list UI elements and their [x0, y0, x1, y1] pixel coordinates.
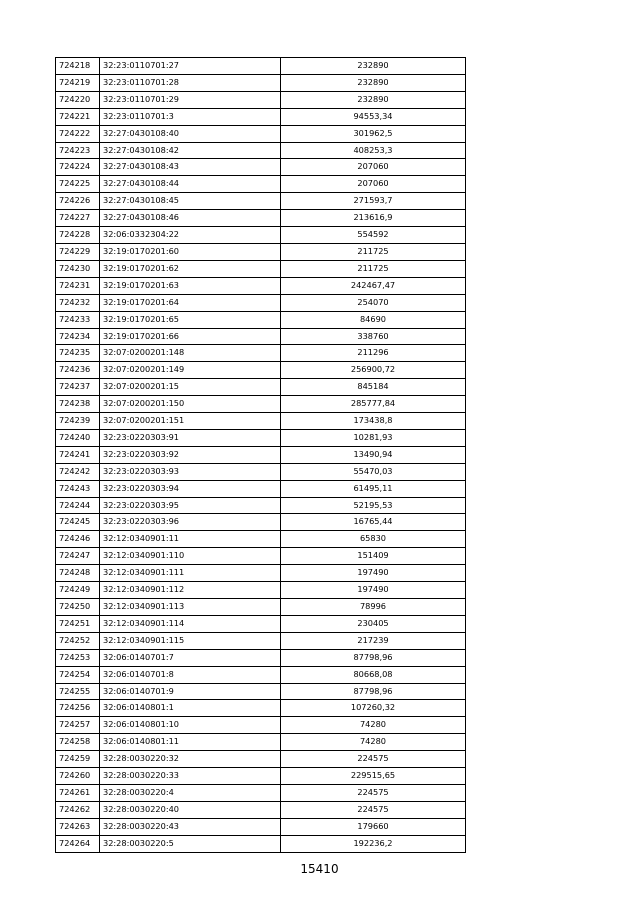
table-row — [56, 683, 466, 700]
row-id-cell: 724234 — [56, 328, 100, 345]
value-cell: 52195,53 — [281, 497, 466, 514]
cadastral-number-cell: 32:19:0170201:65 — [100, 311, 281, 328]
cadastral-number-cell: 32:27:0430108:40 — [100, 125, 281, 142]
cadastral-number-cell: 32:28:0030220:4 — [100, 784, 281, 801]
cadastral-number-cell: 32:12:0340901:111 — [100, 565, 281, 582]
cadastral-number-cell: 32:12:0340901:110 — [100, 548, 281, 565]
table-row — [56, 58, 466, 75]
table-row — [56, 227, 466, 244]
cadastral-number-cell: 32:27:0430108:43 — [100, 159, 281, 176]
value-cell: 10281,93 — [281, 429, 466, 446]
value-cell: 78996 — [281, 599, 466, 616]
cadastral-number-cell: 32:06:0140701:7 — [100, 649, 281, 666]
value-cell: 232890 — [281, 58, 466, 75]
cadastral-number-cell: 32:19:0170201:66 — [100, 328, 281, 345]
table-row — [56, 531, 466, 548]
row-id-cell: 724252 — [56, 632, 100, 649]
cadastral-number-cell: 32:06:0140801:11 — [100, 734, 281, 751]
value-cell: 211725 — [281, 243, 466, 260]
row-id-cell: 724232 — [56, 294, 100, 311]
row-id-cell: 724249 — [56, 582, 100, 599]
cadastral-number-cell: 32:28:0030220:5 — [100, 835, 281, 852]
cadastral-number-cell: 32:23:0110701:3 — [100, 108, 281, 125]
cadastral-number-cell: 32:28:0030220:43 — [100, 818, 281, 835]
value-cell: 217239 — [281, 632, 466, 649]
value-cell: 229515,65 — [281, 768, 466, 785]
cadastral-number-cell: 32:07:0200201:151 — [100, 413, 281, 430]
cadastral-number-cell: 32:19:0170201:64 — [100, 294, 281, 311]
table-row — [56, 142, 466, 159]
cadastral-number-cell: 32:07:0200201:15 — [100, 379, 281, 396]
cadastral-number-cell: 32:23:0220303:95 — [100, 497, 281, 514]
row-id-cell: 724257 — [56, 717, 100, 734]
value-cell: 61495,11 — [281, 480, 466, 497]
row-id-cell: 724258 — [56, 734, 100, 751]
table-row — [56, 74, 466, 91]
row-id-cell: 724221 — [56, 108, 100, 125]
row-id-cell: 724244 — [56, 497, 100, 514]
table-row — [56, 751, 466, 768]
cadastral-number-cell: 32:12:0340901:114 — [100, 615, 281, 632]
row-id-cell: 724247 — [56, 548, 100, 565]
value-cell: 207060 — [281, 176, 466, 193]
table-row — [56, 277, 466, 294]
cadastral-number-cell: 32:23:0220303:92 — [100, 446, 281, 463]
value-cell: 211296 — [281, 345, 466, 362]
cadastral-number-cell: 32:28:0030220:32 — [100, 751, 281, 768]
table-row — [56, 818, 466, 835]
table-row — [56, 615, 466, 632]
table-row — [56, 311, 466, 328]
value-cell: 179660 — [281, 818, 466, 835]
table-row — [56, 159, 466, 176]
cadastral-number-cell: 32:06:0140801:10 — [100, 717, 281, 734]
value-cell: 224575 — [281, 801, 466, 818]
table-row — [56, 125, 466, 142]
value-cell: 207060 — [281, 159, 466, 176]
table-row — [56, 463, 466, 480]
row-id-cell: 724235 — [56, 345, 100, 362]
value-cell: 74280 — [281, 734, 466, 751]
row-id-cell: 724227 — [56, 210, 100, 227]
table-row — [56, 497, 466, 514]
row-id-cell: 724260 — [56, 768, 100, 785]
row-id-cell: 724250 — [56, 599, 100, 616]
cadastral-number-cell: 32:12:0340901:112 — [100, 582, 281, 599]
value-cell: 74280 — [281, 717, 466, 734]
value-cell: 197490 — [281, 565, 466, 582]
row-id-cell: 724222 — [56, 125, 100, 142]
value-cell: 197490 — [281, 582, 466, 599]
table-row — [56, 345, 466, 362]
row-id-cell: 724262 — [56, 801, 100, 818]
table-row — [56, 632, 466, 649]
table-row — [56, 294, 466, 311]
table-row — [56, 835, 466, 852]
row-id-cell: 724224 — [56, 159, 100, 176]
cadastral-number-cell: 32:06:0140701:9 — [100, 683, 281, 700]
cadastral-number-cell: 32:28:0030220:33 — [100, 768, 281, 785]
cadastral-number-cell: 32:23:0110701:29 — [100, 91, 281, 108]
row-id-cell: 724219 — [56, 74, 100, 91]
table-row — [56, 784, 466, 801]
value-cell: 230405 — [281, 615, 466, 632]
cadastral-number-cell: 32:06:0140701:8 — [100, 666, 281, 683]
row-id-cell: 724233 — [56, 311, 100, 328]
value-cell: 254070 — [281, 294, 466, 311]
value-cell: 80668,08 — [281, 666, 466, 683]
value-cell: 173438,8 — [281, 413, 466, 430]
cadastral-number-cell: 32:23:0220303:91 — [100, 429, 281, 446]
row-id-cell: 724259 — [56, 751, 100, 768]
table-row — [56, 801, 466, 818]
table-row — [56, 734, 466, 751]
cadastral-number-cell: 32:28:0030220:40 — [100, 801, 281, 818]
row-id-cell: 724251 — [56, 615, 100, 632]
cadastral-number-cell: 32:23:0110701:28 — [100, 74, 281, 91]
cadastral-number-cell: 32:27:0430108:45 — [100, 193, 281, 210]
row-id-cell: 724242 — [56, 463, 100, 480]
row-id-cell: 724263 — [56, 818, 100, 835]
cadastral-number-cell: 32:12:0340901:113 — [100, 599, 281, 616]
row-id-cell: 724245 — [56, 514, 100, 531]
cadastral-number-cell: 32:27:0430108:46 — [100, 210, 281, 227]
value-cell: 224575 — [281, 784, 466, 801]
table-row — [56, 328, 466, 345]
row-id-cell: 724225 — [56, 176, 100, 193]
value-cell: 84690 — [281, 311, 466, 328]
value-cell: 408253,3 — [281, 142, 466, 159]
table-row — [56, 91, 466, 108]
table-row — [56, 413, 466, 430]
value-cell: 94553,34 — [281, 108, 466, 125]
cadastral-number-cell: 32:27:0430108:44 — [100, 176, 281, 193]
value-cell: 554592 — [281, 227, 466, 244]
table-row — [56, 193, 466, 210]
cadastral-number-cell: 32:06:0332304:22 — [100, 227, 281, 244]
table-row — [56, 243, 466, 260]
value-cell: 213616,9 — [281, 210, 466, 227]
cadastral-number-cell: 32:23:0220303:94 — [100, 480, 281, 497]
row-id-cell: 724248 — [56, 565, 100, 582]
cadastral-number-cell: 32:07:0200201:149 — [100, 362, 281, 379]
table-row — [56, 768, 466, 785]
table-row — [56, 396, 466, 413]
table-row — [56, 176, 466, 193]
row-id-cell: 724223 — [56, 142, 100, 159]
row-id-cell: 724237 — [56, 379, 100, 396]
row-id-cell: 724231 — [56, 277, 100, 294]
row-id-cell: 724255 — [56, 683, 100, 700]
row-id-cell: 724240 — [56, 429, 100, 446]
value-cell: 87798,96 — [281, 649, 466, 666]
row-id-cell: 724229 — [56, 243, 100, 260]
row-id-cell: 724239 — [56, 413, 100, 430]
value-cell: 224575 — [281, 751, 466, 768]
value-cell: 256900,72 — [281, 362, 466, 379]
row-id-cell: 724236 — [56, 362, 100, 379]
row-id-cell: 724241 — [56, 446, 100, 463]
table-row — [56, 379, 466, 396]
cadastral-number-cell: 32:19:0170201:62 — [100, 260, 281, 277]
row-id-cell: 724226 — [56, 193, 100, 210]
page-number: 15410 — [300, 862, 339, 876]
value-cell: 151409 — [281, 548, 466, 565]
table-row — [56, 649, 466, 666]
value-cell: 192236,2 — [281, 835, 466, 852]
row-id-cell: 724228 — [56, 227, 100, 244]
value-cell: 211725 — [281, 260, 466, 277]
cadastral-value-table — [55, 57, 466, 853]
table-row — [56, 108, 466, 125]
table-row — [56, 582, 466, 599]
cadastral-number-cell: 32:23:0220303:96 — [100, 514, 281, 531]
cadastral-number-cell: 32:07:0200201:150 — [100, 396, 281, 413]
value-cell: 107260,32 — [281, 700, 466, 717]
cadastral-number-cell: 32:12:0340901:11 — [100, 531, 281, 548]
value-cell: 271593,7 — [281, 193, 466, 210]
table-row — [56, 700, 466, 717]
value-cell: 232890 — [281, 91, 466, 108]
value-cell: 285777,84 — [281, 396, 466, 413]
cadastral-number-cell: 32:06:0140801:1 — [100, 700, 281, 717]
row-id-cell: 724243 — [56, 480, 100, 497]
value-cell: 65830 — [281, 531, 466, 548]
row-id-cell: 724218 — [56, 58, 100, 75]
row-id-cell: 724264 — [56, 835, 100, 852]
table-row — [56, 717, 466, 734]
cadastral-number-cell: 32:27:0430108:42 — [100, 142, 281, 159]
row-id-cell: 724253 — [56, 649, 100, 666]
value-cell: 301962,5 — [281, 125, 466, 142]
table-body — [56, 58, 466, 853]
value-cell: 845184 — [281, 379, 466, 396]
table-row — [56, 565, 466, 582]
table-row — [56, 429, 466, 446]
cadastral-number-cell: 32:12:0340901:115 — [100, 632, 281, 649]
row-id-cell: 724246 — [56, 531, 100, 548]
value-cell: 55470,03 — [281, 463, 466, 480]
cadastral-number-cell: 32:19:0170201:63 — [100, 277, 281, 294]
value-cell: 13490,94 — [281, 446, 466, 463]
cadastral-number-cell: 32:23:0110701:27 — [100, 58, 281, 75]
table-row — [56, 514, 466, 531]
table-row — [56, 260, 466, 277]
table-row — [56, 480, 466, 497]
table-row — [56, 210, 466, 227]
cadastral-number-cell: 32:19:0170201:60 — [100, 243, 281, 260]
table-row — [56, 666, 466, 683]
value-cell: 16765,44 — [281, 514, 466, 531]
row-id-cell: 724220 — [56, 91, 100, 108]
row-id-cell: 724230 — [56, 260, 100, 277]
cadastral-number-cell: 32:07:0200201:148 — [100, 345, 281, 362]
row-id-cell: 724261 — [56, 784, 100, 801]
row-id-cell: 724254 — [56, 666, 100, 683]
value-cell: 87798,96 — [281, 683, 466, 700]
table-row — [56, 362, 466, 379]
table-row — [56, 599, 466, 616]
table-row — [56, 446, 466, 463]
row-id-cell: 724238 — [56, 396, 100, 413]
value-cell: 338760 — [281, 328, 466, 345]
row-id-cell: 724256 — [56, 700, 100, 717]
cadastral-number-cell: 32:23:0220303:93 — [100, 463, 281, 480]
value-cell: 232890 — [281, 74, 466, 91]
table-row — [56, 548, 466, 565]
value-cell: 242467,47 — [281, 277, 466, 294]
